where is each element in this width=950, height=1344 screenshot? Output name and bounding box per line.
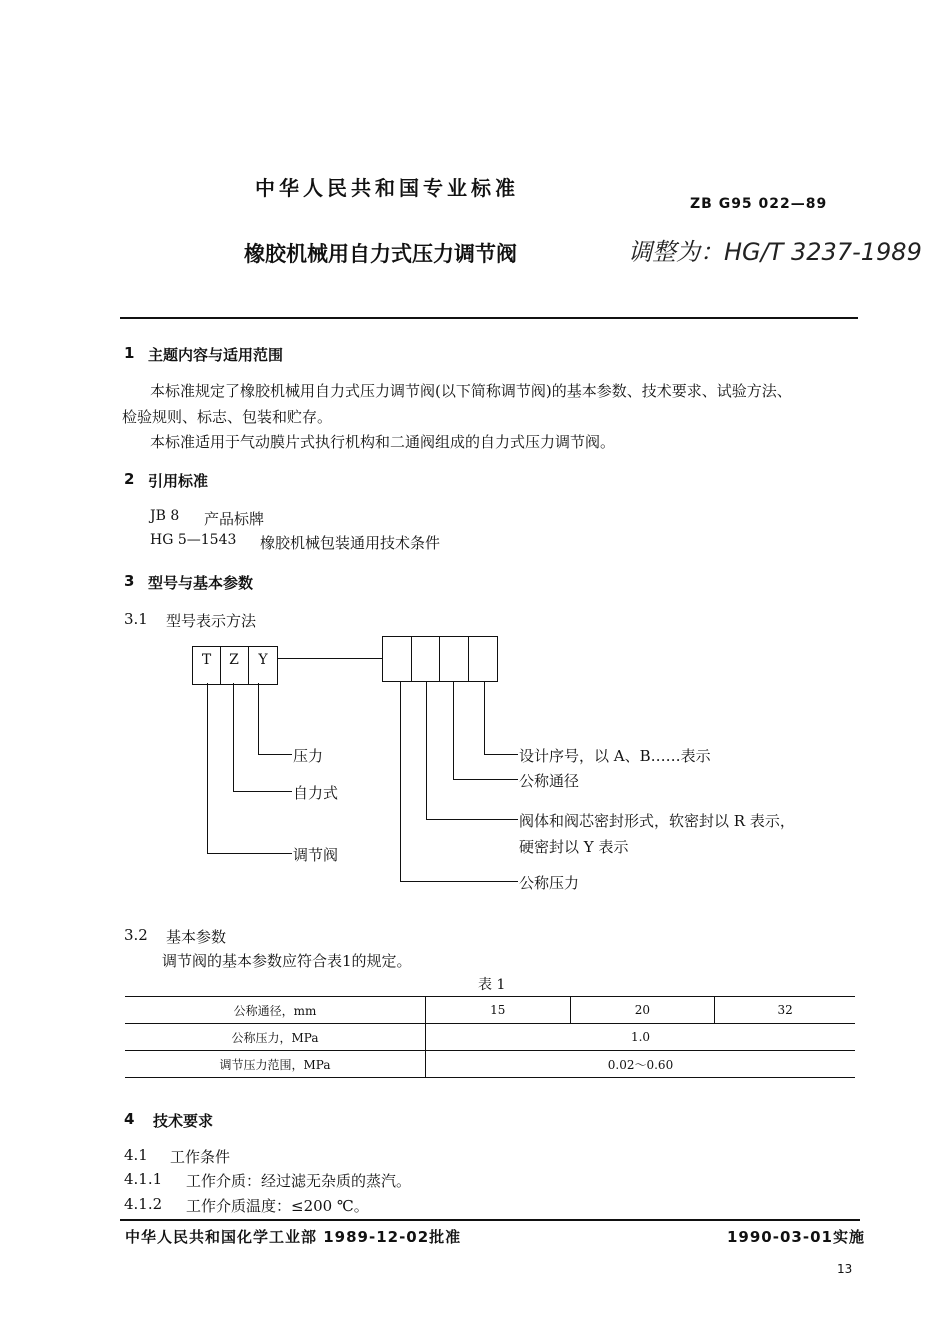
national-standard-heading: 中华人民共和国专业标准	[255, 176, 519, 200]
label-pressure: 压力	[293, 747, 324, 765]
label-nominal-pressure: 公称压力	[519, 874, 580, 892]
section-4-1-2-text: 工作介质温度：≤200 ℃。	[186, 1197, 369, 1215]
model-letter-z: Z	[220, 646, 249, 685]
section-1-paragraph-2: 本标准适用于气动膜片式执行机构和二通阀组成的自力式压力调节阀。	[150, 433, 616, 451]
label-regulating-valve: 调节阀	[293, 846, 339, 864]
section-3-title: 型号与基本参数	[148, 574, 254, 592]
section-1-paragraph-1-line-2: 检验规则、标志、包装和贮存。	[122, 408, 333, 426]
table-cell-diameter-32: 32	[715, 997, 855, 1024]
handwritten-note: 调整为：HG/T 3237-1989	[628, 238, 922, 266]
table-row-label-range: 调节压力范围，MPa	[125, 1051, 426, 1078]
label-seal-form-line-1: 阀体和阀芯密封形式，软密封以 R 表示，	[519, 812, 795, 830]
model-letter-y: Y	[249, 646, 278, 685]
section-3-2-title: 基本参数	[166, 928, 227, 946]
section-4-1-1-number: 4.1.1	[124, 1170, 163, 1188]
table-cell-pressure: 1.0	[426, 1024, 856, 1051]
section-4-1-title: 工作条件	[170, 1148, 231, 1166]
implementation-date: 1990-03-01实施	[727, 1228, 865, 1246]
model-blank-box-4	[469, 636, 498, 682]
standard-code: ZB G95 022—89	[690, 196, 828, 212]
header-rule	[120, 317, 858, 319]
section-2-title: 引用标准	[148, 472, 209, 490]
approval-line: 中华人民共和国化学工业部 1989-12-02批准	[125, 1228, 462, 1246]
label-design-sequence: 设计序号，以 A、B……表示	[519, 747, 711, 765]
connector-line	[278, 658, 382, 659]
section-4-1-2-number: 4.1.2	[124, 1195, 163, 1213]
table-cell-diameter-15: 15	[426, 997, 571, 1024]
reference-code-2: HG 5—1543	[150, 532, 237, 548]
section-4-number: 4	[124, 1110, 135, 1128]
table-row-label-pressure: 公称压力，MPa	[125, 1024, 426, 1051]
footer-rule	[120, 1219, 860, 1221]
label-self-acting: 自力式	[293, 784, 339, 802]
page-number: 13	[837, 1262, 853, 1276]
section-2-number: 2	[124, 470, 135, 488]
table-1-caption: 表 1	[478, 977, 506, 993]
section-1-number: 1	[124, 344, 135, 362]
section-4-1-1-text: 工作介质：经过滤无杂质的蒸汽。	[186, 1172, 412, 1190]
section-1-title: 主题内容与适用范围	[148, 346, 284, 364]
section-4-1-number: 4.1	[124, 1146, 148, 1164]
section-3-1-number: 3.1	[124, 610, 148, 628]
section-3-2-text: 调节阀的基本参数应符合表1的规定。	[162, 952, 412, 970]
reference-code-1: JB 8	[150, 508, 180, 524]
document-title: 橡胶机械用自力式压力调节阀	[244, 242, 517, 266]
label-nominal-diameter: 公称通径	[519, 772, 580, 790]
section-3-1-title: 型号表示方法	[166, 612, 257, 630]
model-blank-box-3	[440, 636, 469, 682]
model-blank-box-2	[411, 636, 440, 682]
table-1	[125, 996, 855, 1078]
section-4-title: 技术要求	[153, 1112, 214, 1130]
table-cell-range: 0.02～0.60	[426, 1051, 856, 1078]
section-3-2-number: 3.2	[124, 926, 148, 944]
section-1-paragraph-1-line-1: 本标准规定了橡胶机械用自力式压力调节阀(以下简称调节阀)的基本参数、技术要求、试验方法、	[150, 382, 792, 400]
reference-name-1: 产品标牌	[204, 510, 265, 528]
table-row-label-diameter: 公称通径，mm	[125, 997, 426, 1024]
reference-name-2: 橡胶机械包装通用技术条件	[260, 534, 441, 552]
table-cell-diameter-20: 20	[570, 997, 715, 1024]
model-letter-t: T	[192, 646, 221, 685]
label-seal-form-line-2: 硬密封以 Y 表示	[519, 838, 629, 856]
model-blank-box-1	[382, 636, 412, 682]
section-3-number: 3	[124, 572, 135, 590]
